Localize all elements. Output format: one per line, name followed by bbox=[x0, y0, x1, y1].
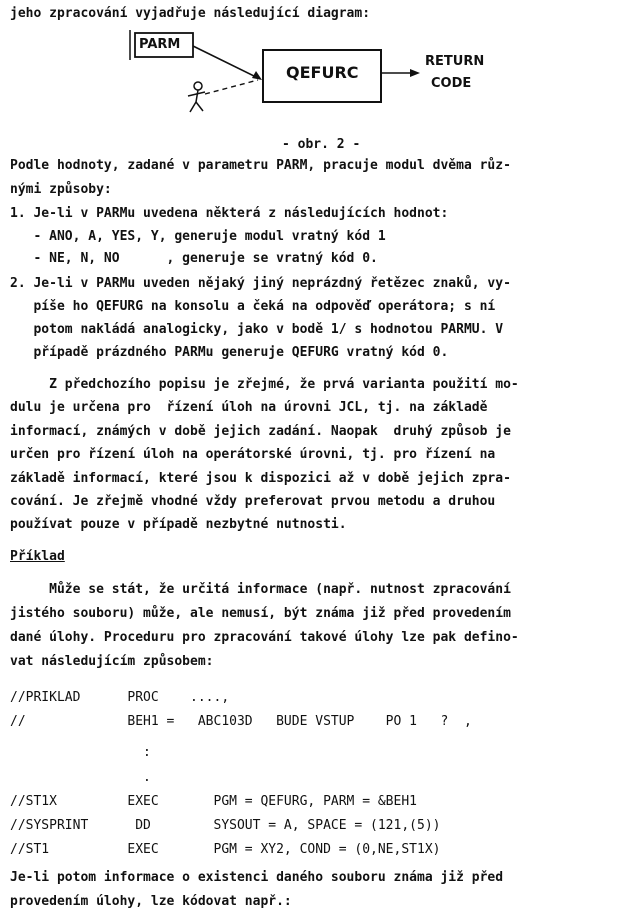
para3-line: dané úlohy. Proceduru pro zpracování takové úlohy lze pak defino- bbox=[10, 630, 519, 645]
list-item: 1. Je-li v PARMu uvedena některá z následujících hodnot: bbox=[10, 206, 449, 221]
para2-line: základě informací, které jsou k dispozici až v době jejich zpra- bbox=[10, 471, 511, 486]
module-label: QEFURC bbox=[286, 63, 359, 82]
para4-line: Je-li potom informace o existenci daného souboru známa již před bbox=[10, 870, 504, 885]
list-item: 2. Je-li v PARMu uveden nějaký jiný neprázdný řetězec znaků, vy- bbox=[10, 276, 511, 291]
list-item: potom nakládá analogicky, jako v bodě 1/ s hodnotou PARMU. V bbox=[10, 322, 504, 337]
figure-caption: - obr. 2 - bbox=[282, 137, 361, 152]
para2-line: Z předchozího popisu je zřejmé, že prvá varianta použití mo- bbox=[10, 377, 519, 392]
parm-arrow bbox=[193, 46, 258, 78]
operator-figure-icon bbox=[188, 82, 205, 112]
list-item: případě prázdného PARMu generuje QEFURG vratný kód 0. bbox=[10, 345, 449, 360]
return-label: RETURN bbox=[425, 54, 485, 69]
code-line: //ST1X EXEC PGM = QEFURG, PARM = &BEH1 bbox=[10, 794, 417, 809]
para2-line: dulu je určena pro řízení úloh na úrovni JCL, tj. na základě bbox=[10, 400, 488, 415]
para3-line: jistého souboru) může, ale nemusí, být známa již před provedením bbox=[10, 606, 511, 621]
example-heading: Příklad bbox=[10, 549, 65, 564]
parm-label: PARM bbox=[139, 37, 181, 52]
list-item: píše ho QEFURG na konsolu a čeká na odpověď operátora; s ní bbox=[10, 299, 496, 314]
para3-line: Může se stát, že určitá informace (např. nutnost zpracování bbox=[10, 582, 511, 597]
para2-line: informací, známých v době jejich zadání. Naopak druhý způsob je bbox=[10, 424, 511, 439]
code-label: CODE bbox=[431, 76, 472, 91]
code-line: : bbox=[10, 745, 151, 760]
para1-line: nými způsoby: bbox=[10, 182, 112, 197]
flow-diagram bbox=[0, 26, 640, 151]
para4-line: provedením úlohy, lze kódovat např.: bbox=[10, 894, 292, 909]
code-line: //PRIKLAD PROC ...., bbox=[10, 690, 230, 705]
return-arrow-head bbox=[410, 69, 420, 77]
code-line: // BEH1 = ABC103D BUDE VSTUP PO 1 ? , bbox=[10, 714, 472, 729]
code-line: //SYSPRINT DD SYSOUT = A, SPACE = (121,(5)) bbox=[10, 818, 441, 833]
intro-text: jeho zpracování vyjadřuje následující diagram: bbox=[10, 6, 371, 21]
list-item: - NE, N, NO , generuje se vratný kód 0. bbox=[10, 251, 378, 266]
parm-arrow-head bbox=[252, 71, 262, 80]
list-item: - ANO, A, YES, Y, generuje modul vratný kód 1 bbox=[10, 229, 386, 244]
para2-line: cování. Je zřejmě vhodné vždy preferovat prvou metodu a druhou bbox=[10, 494, 496, 509]
para2-line: určen pro řízení úloh na operátorské úrovni, tj. pro řízení na bbox=[10, 447, 496, 462]
operator-arrow bbox=[205, 80, 258, 94]
para2-line: používat pouze v případě nezbytné nutnosti. bbox=[10, 517, 347, 532]
para3-line: vat následujícím způsobem: bbox=[10, 654, 214, 669]
code-line: //ST1 EXEC PGM = XY2, COND = (0,NE,ST1X) bbox=[10, 842, 441, 857]
para1-line: Podle hodnoty, zadané v parametru PARM, pracuje modul dvěma růz- bbox=[10, 158, 511, 173]
code-line: . bbox=[10, 770, 151, 785]
